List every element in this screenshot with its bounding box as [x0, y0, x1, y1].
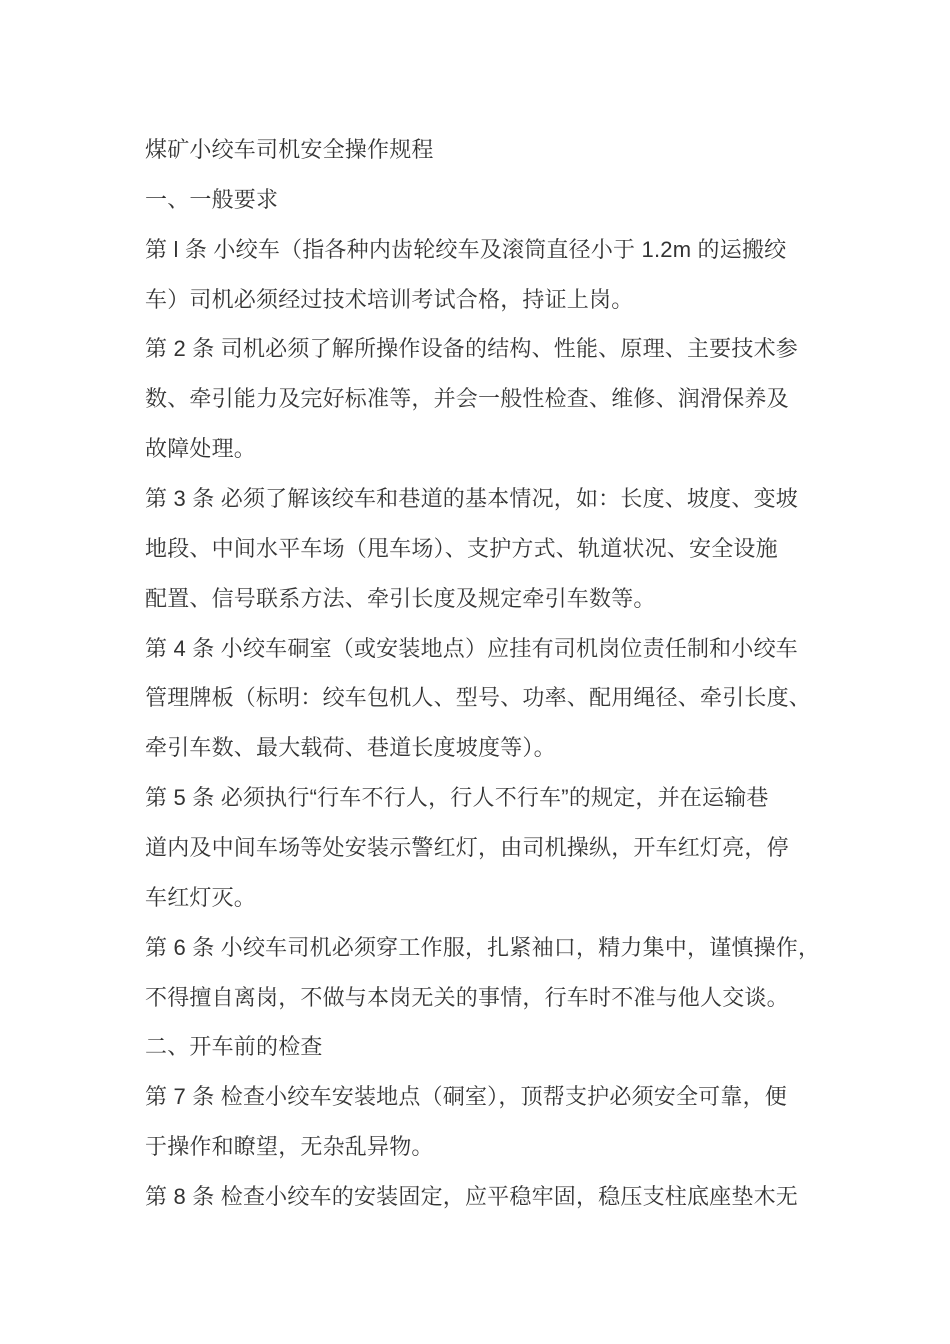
text-line: 第 l 条 小绞车（指各种内齿轮绞车及滚筒直径小于 1.2m 的运搬绞: [145, 236, 787, 262]
text-line: 第 7 条 检查小绞车安装地点（硐室），顶帮支护必须安全可靠，便: [145, 1084, 787, 1110]
text-line: 第 3 条 必须了解该绞车和巷道的基本情况，如：长度、坡度、变坡: [145, 486, 798, 512]
text-line: 二、开车前的检查: [145, 1034, 323, 1060]
text-line: 管理牌板（标明：绞车包机人、型号、功率、配用绳径、牵引长度、: [145, 685, 812, 711]
text-line: 数、牵引能力及完好标准等，并会一般性检查、维修、润滑保养及: [145, 386, 789, 412]
text-line: 车）司机必须经过技术培训考试合格，持证上岗。: [145, 286, 634, 312]
text-line: 于操作和瞭望，无杂乱异物。: [145, 1134, 434, 1160]
text-line: 一、一般要求: [145, 186, 279, 212]
article-paragraph: [145, 232, 845, 332]
section-heading: [145, 1029, 845, 1079]
text-line: 第 8 条 检查小绞车的安装固定，应平稳牢固，稳压支柱底座垫木无: [145, 1184, 798, 1210]
text-line: 道内及中间车场等处安装示警红灯，由司机操纵，开车红灯亮，停: [145, 835, 789, 861]
document-body: [145, 182, 845, 1229]
text-line: 第 4 条 小绞车硐室（或安装地点）应挂有司机岗位责任制和小绞车: [145, 635, 798, 661]
text-line: 第 5 条 必须执行“行车不行人，行人不行车”的规定，并在运输巷: [145, 785, 769, 811]
text-line: 不得擅自离岗，不做与本岗无关的事情，行车时不准与他人交谈。: [145, 984, 789, 1010]
document-title: 煤矿小绞车司机安全操作规程: [145, 137, 434, 162]
section-heading: [145, 182, 845, 232]
article-paragraph: [145, 1179, 845, 1229]
text-line: 车红灯灭。: [145, 884, 257, 910]
text-line: 地段、中间水平车场（甩车场）、支护方式、轨道状况、安全设施: [145, 535, 778, 561]
article-paragraph: [145, 930, 845, 1030]
text-line: 故障处理。: [145, 436, 257, 462]
text-line: 第 6 条 小绞车司机必须穿工作服，扎紧袖口，精力集中，谨慎操作，: [145, 934, 821, 960]
article-paragraph: [145, 331, 845, 481]
text-line: 牵引车数、最大载荷、巷道长度坡度等）。: [145, 735, 556, 761]
article-paragraph: [145, 1079, 845, 1179]
text-line: 第 2 条 司机必须了解所操作设备的结构、性能、原理、主要技术参: [145, 336, 798, 362]
document-page: [145, 132, 845, 1229]
text-line: 配置、信号联系方法、牵引长度及规定牵引车数等。: [145, 585, 656, 611]
article-paragraph: [145, 481, 845, 631]
article-paragraph: [145, 780, 845, 930]
article-paragraph: [145, 631, 845, 781]
